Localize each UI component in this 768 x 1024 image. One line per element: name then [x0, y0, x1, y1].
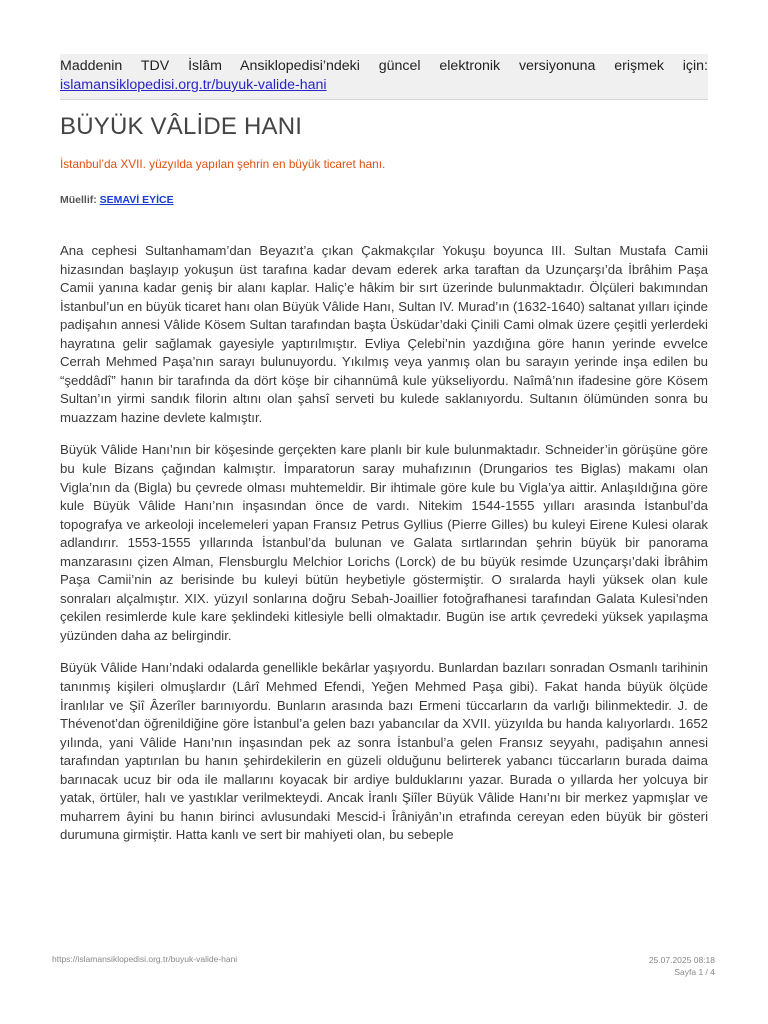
- article-body: [60, 242, 708, 859]
- print-datetime: 25.07.2025 08:18: [648, 955, 715, 965]
- page-number: Sayfa 1 / 4: [674, 967, 715, 977]
- article-paragraph: Büyük Vâlide Hanı’ndaki odalarda genellikle bekârlar yaşıyordu. Bunlardan bazıları sonradan Osmanlı tarihinin tanınmış kişileri olmuşlardır (Lârî Mehmed Efendi, Yeğen Mehmed Paşa gibi). Fakat handa büyük ölçüde İranlılar ve Şiî Âzerîler barınıyordu. Bunların arasında bazı Ermeni tüccarların da varlığı bilinmektedir. J. de Thévenot’dan öğrenildiğine göre İstanbul’a gelen bazı yabancılar da XVII. yüzyılda bu handa kalıyorlardı. 1652 yılında, yani Vâlide Hanı’nın inşasından pek az sonra İstanbul’a gelen Fransız seyyahı, padişahın annesi tarafından yaptırılan bu hanın şehirdekilerin en güzeli olduğunu belirterek yabancı tüccarların burada daima barınacak ucuz bir oda ile mallarını koyacak bir ardiye bulduklarını yazar. Burada o yıllarda her yolcuya bir yatak, örtüler, halı ve yastıklar verilmekteydi. Ancak İranlı Şiîler Büyük Vâlide Hanı’nı bir merkez yapmışlar ve muharrem âyini bu hanın birinci avlusundaki Mescid-i Îrâniyân’ın etrafında cereyan eden büyük bir gösteri durumuna girmiştir. Hatta kanlı ve sert bir mahiyeti olan, bu sebeple: [60, 660, 708, 843]
- footer-meta: [649, 954, 715, 978]
- author-line: [60, 194, 174, 206]
- article-paragraph: Büyük Vâlide Hanı’nın bir köşesinde gerçekten kare planlı bir kule bulunmaktadır. Schneider’in görüşüne göre bu kule Bizans çağından kalmıştır. İmparatorun saray muhafızının (Drungarios tes Biglas) makamı olan Vigla’nın da (Bigla) bu çevrede olması muhtemeldir. Bir ihtimale göre kule bu Vigla’ya aittir. Anlaşıldığına göre kule Büyük Vâlide Hanı’nın inşasından önce de vardı. Nitekim 1544-1555 yılları arasında İstanbul’da topografya ve arkeoloji incelemeleri yapan Fransız Petrus Gyllius (Pierre Gilles) bu kuleyi Eirene Kulesi olarak adlandırır. 1553-1555 yıllarında İstanbul’da bulunan ve Galata sırtlarından şehrin büyük bir panorama manzarasını çizen Alman, Flensburglu Melchior Lorichs (Lorck) de bu büyük resimde Uzunçarşı’daki İbrâhim Paşa Camii’nin az berisinde bu kuleyi bütün heybetiyle göstermiştir. O sıralarda hayli yüksek olan kule sonraları alçalmıştır. XIX. yüzyıl sonlarına doğru Sebah-Joaillier fotoğrafhanesi tarafından Galata Kulesi’nden çekilen resimlerde kule kare şeklindeki kitlesiyle belli olmaktadır. Bugün ise artık çevredeki yüksek yapılaşma yüzünden daha az belirgindir.: [60, 442, 708, 643]
- author-link[interactable]: SEMAVİ EYİCE: [99, 194, 174, 206]
- footer-url: https://islamansiklopedisi.org.tr/buyuk-valide-hani: [52, 954, 238, 964]
- article-paragraph: Ana cephesi Sultanhamam’dan Beyazıt’a çıkan Çakmakçılar Yokuşu boyunca III. Sultan Mustafa Camii hizasından başlayıp yokuşun üst tarafına kadar devam ederek arka taraftan da Uzunçarşı’da İbrâhim Paşa Camii yanına kadar geniş bir alanı kaplar. Haliç’e hâkim bir sırt üzerinde bulunmaktadır. Ölçüleri bakımından İstanbul’un en büyük ticaret hanı olan Büyük Vâlide Hanı, Sultan IV. Murad’ın (1632-1640) saltanat yılları içinde padişahın annesi Vâlide Kösem Sultan tarafından başta Üsküdar’daki Çinili Cami olmak üzere çeşitli yerlerdeki hayratına gelir sağlamak gayesiyle yaptırılmıştır. Evliya Çelebi’nin yazdığına göre hanın yerinde evvelce Cerrah Mehmed Paşa’nın sarayı bulunuyordu. Yıkılmış veya yanmış olan bu sarayın yerinde inşa edilen bu “şeddâdî” hanın bir tarafında da dört köşe bir cihannümâ kule yükseliyordu. Naîmâ’nın ifadesine göre Kösem Sultan’ın yirmi sandık filorin altını olan şahsî serveti bu kulede saklanıyordu. Sultanın ölümünden sonra bu muazzam hazine devlete kalmıştır.: [60, 243, 708, 425]
- access-notice: [60, 54, 708, 100]
- article-title: BÜYÜK VÂLİDE HANI: [60, 113, 303, 140]
- article-link[interactable]: islamansiklopedisi.org.tr/buyuk-valide-hani: [60, 77, 327, 93]
- author-label: Müellif:: [60, 194, 97, 206]
- article-subtitle: İstanbul’da XVII. yüzyılda yapılan şehrin en büyük ticaret hanı.: [60, 157, 386, 171]
- notice-text: Maddenin TDV İslâm Ansiklopedisi’ndeki güncel elektronik versiyonuna erişmek için:: [60, 58, 708, 74]
